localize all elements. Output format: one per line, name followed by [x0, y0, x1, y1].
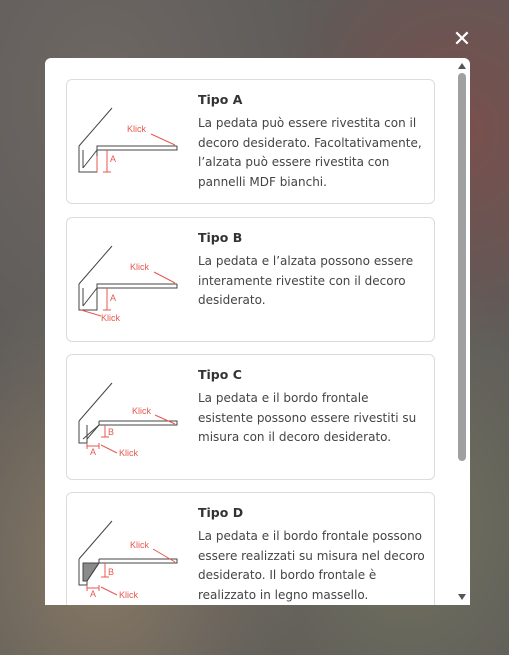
dimension-label-a: A — [110, 154, 117, 164]
stair-type-a-diagram — [77, 106, 187, 186]
stair-type-b-diagram — [77, 244, 187, 334]
dimension-label-a: A — [110, 293, 117, 303]
stair-types-list — [45, 58, 456, 605]
stair-type-description: La pedata e l’alzata possono essere interamente rivestite con il decoro desiderato. — [198, 254, 414, 307]
stair-type-card-c — [66, 354, 435, 480]
stair-type-title: Tipo A — [198, 92, 243, 107]
stair-type-description: La pedata può essere rivestita con il decoro desiderato. Facoltativamente, l’alzata può essere rivestita con pannelli MDF bianchi. — [198, 116, 422, 189]
stair-type-card-a — [66, 79, 435, 204]
klick-label-top: Klick — [130, 540, 150, 550]
stair-type-card-d — [66, 492, 435, 605]
klick-label-bottom: Klick — [119, 590, 139, 600]
stair-type-title: Tipo C — [198, 367, 242, 382]
klick-label-top: Klick — [130, 262, 150, 272]
dimension-label-b: B — [108, 567, 115, 577]
klick-label-top: Klick — [132, 406, 152, 416]
dimension-label-a: A — [90, 589, 97, 599]
scroll-up-arrow-icon[interactable] — [458, 63, 466, 69]
scroll-down-arrow-icon[interactable] — [458, 594, 466, 600]
scrollbar[interactable] — [456, 58, 468, 605]
stair-type-title: Tipo B — [198, 230, 243, 245]
dimension-label-a: A — [90, 447, 97, 457]
stair-type-c-diagram — [77, 381, 187, 471]
klick-label-bottom: Klick — [101, 313, 121, 323]
dimension-label-b: B — [108, 427, 115, 437]
klick-label-bottom: Klick — [119, 448, 139, 458]
klick-label: Klick — [127, 124, 147, 134]
stair-type-title: Tipo D — [198, 505, 244, 520]
stair-type-card-b — [66, 217, 435, 342]
close-icon[interactable]: ✕ — [452, 27, 472, 52]
scrollbar-thumb[interactable] — [458, 73, 466, 461]
stair-type-d-diagram — [77, 519, 187, 605]
stair-type-description: La pedata e il bordo frontale possono essere realizzati su misura nel decoro desiderato. Il bordo frontale è realizzato in legno massello. — [198, 529, 425, 602]
stair-type-description: La pedata e il bordo frontale esistente possono essere rivestiti su misura con il decoro desiderato. — [198, 391, 417, 444]
stair-types-modal — [45, 58, 470, 605]
